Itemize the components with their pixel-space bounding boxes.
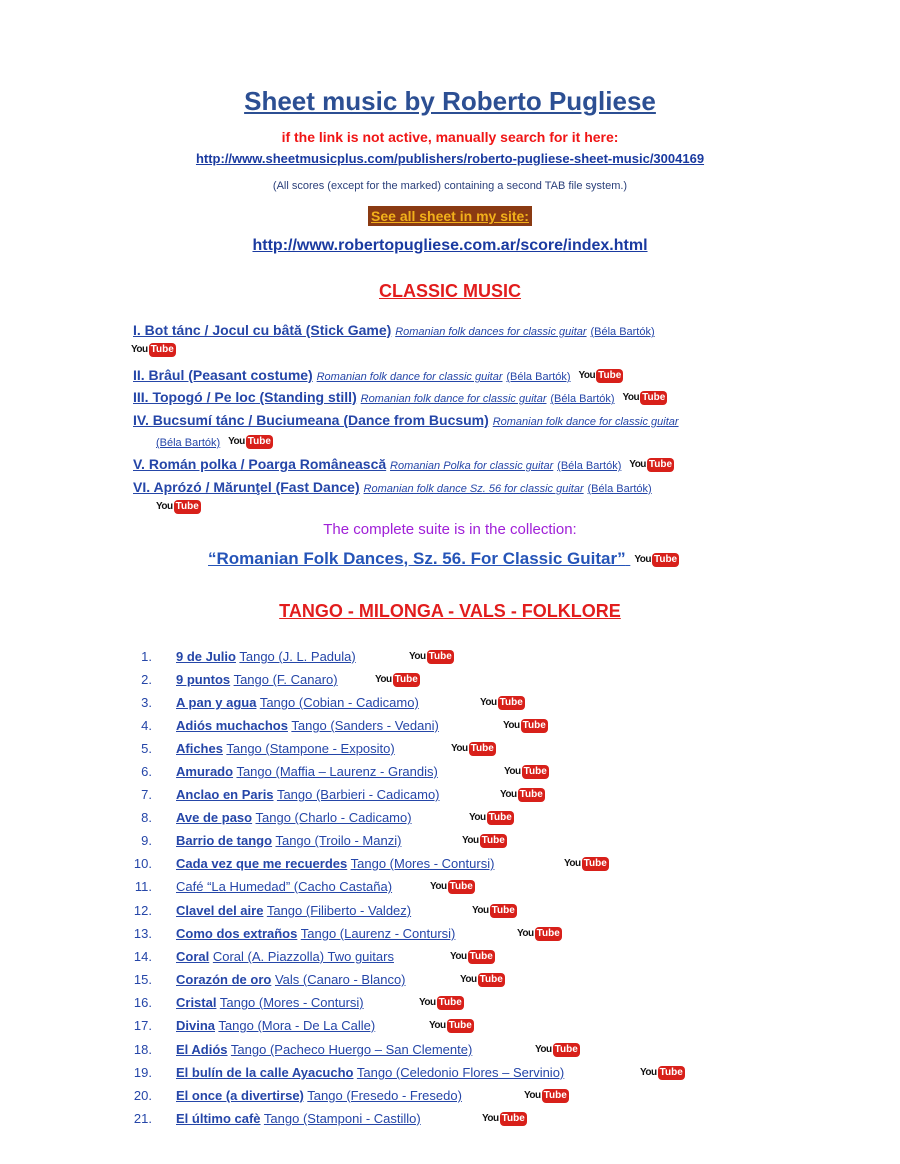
classic-item-title[interactable]: I. Bot tánc / Jocul cu bâtă (Stick Game) [133, 322, 392, 338]
classic-item-desc[interactable]: Romanian folk dances for classic guitar [395, 326, 587, 338]
youtube-icon[interactable]: You Tube [462, 835, 505, 846]
youtube-icon[interactable]: You Tube [429, 1020, 472, 1031]
classic-item[interactable] [133, 321, 655, 341]
link-note: if the link is not active, manually search for it here: [281, 129, 619, 145]
list-number: 9. [141, 833, 152, 848]
song-title[interactable]: Adiós muchachos [176, 718, 288, 733]
list-number: 18. [133, 1042, 152, 1057]
song-desc[interactable]: Tango (Mores - Contursi) [219, 995, 364, 1010]
youtube-icon[interactable]: You Tube [564, 858, 607, 869]
list-number: 1. [141, 649, 152, 664]
list-number: 5. [141, 741, 152, 756]
list-number: 20. [133, 1088, 152, 1103]
song-desc[interactable]: Tango (Fresedo - Fresedo) [307, 1088, 462, 1103]
youtube-icon[interactable]: You Tube [480, 697, 523, 708]
youtube-icon[interactable]: You Tube [640, 1067, 683, 1078]
site-score-link[interactable]: http://www.robertopugliese.com.ar/score/index.html [252, 237, 648, 254]
song-desc[interactable]: Tango (Filiberto - Valdez) [266, 903, 412, 918]
classic-item-title[interactable]: V. Román polka / Poarga Românească [133, 456, 387, 472]
classic-item[interactable] [133, 366, 623, 386]
song-desc[interactable]: Café “La Humedad” (Cacho Castaña) [176, 879, 393, 894]
list-number: 7. [141, 787, 152, 802]
list-number: 21. [133, 1111, 152, 1126]
song-desc[interactable]: Tango (Pacheco Huergo – San Clemente) [230, 1042, 473, 1057]
youtube-icon[interactable]: You Tube [634, 553, 678, 565]
song-title[interactable]: 9 de Julio [176, 649, 236, 664]
see-all-link[interactable]: See all sheet in my site: [368, 206, 532, 226]
classic-item-credit[interactable]: (Béla Bartók) [550, 393, 615, 405]
song-title[interactable]: Clavel del aire [176, 903, 264, 918]
song-desc[interactable]: Vals (Canaro - Blanco) [274, 972, 406, 987]
song-desc[interactable]: Tango (Stampone - Exposito) [226, 741, 395, 756]
song-title[interactable]: Divina [176, 1018, 216, 1033]
song-desc[interactable]: Coral (A. Piazzolla) Two guitars [212, 949, 394, 964]
song-desc[interactable]: Tango (Troilo - Manzi) [275, 833, 402, 848]
song-title[interactable]: Anclao en Paris [176, 787, 274, 802]
list-number: 17. [133, 1018, 152, 1033]
youtube-icon[interactable]: You Tube [450, 951, 493, 962]
list-number: 10. [133, 856, 152, 871]
scores-note: (All scores (except for the marked) containing a second TAB file system.) [272, 180, 628, 192]
song-title[interactable]: Corazón de oro [176, 972, 272, 987]
list-number: 8. [141, 810, 152, 825]
sheetmusicplus-link[interactable]: http://www.sheetmusicplus.com/publishers/roberto-pugliese-sheet-music/3004169 [195, 151, 705, 166]
song-title[interactable]: Amurado [176, 764, 234, 779]
classic-item[interactable] [133, 478, 652, 498]
youtube-icon[interactable]: You Tube [460, 974, 503, 985]
suite-title[interactable]: “Romanian Folk Dances, Sz. 56. For Classic Guitar” [208, 549, 626, 568]
list-number: 3. [141, 695, 152, 710]
classic-item-credit[interactable]: (Béla Bartók) [156, 437, 221, 449]
song-title[interactable]: 9 puntos [176, 672, 231, 687]
song-desc[interactable]: Tango (Stamponi - Castillo) [263, 1111, 421, 1126]
classic-item[interactable] [133, 411, 679, 431]
list-number: 2. [141, 672, 152, 687]
song-desc[interactable]: Tango (Maffia – Laurenz - Grandis) [236, 764, 438, 779]
youtube-icon[interactable]: You Tube [535, 1044, 578, 1055]
song-title[interactable]: Ave de paso [176, 810, 253, 825]
suite-collection-link[interactable] [208, 548, 679, 570]
youtube-icon[interactable]: You Tube [430, 881, 473, 892]
song-desc[interactable]: Tango (Charlo - Cadicamo) [255, 810, 412, 825]
classic-item-credit[interactable]: (Béla Bartók) [506, 371, 571, 383]
page-title: Sheet music by Roberto Pugliese [244, 86, 656, 116]
song-title[interactable]: El once (a divertirse) [176, 1088, 304, 1103]
song-title[interactable]: Cristal [176, 995, 217, 1010]
youtube-icon[interactable]: You Tube [578, 370, 622, 382]
classic-item-credit[interactable]: (Béla Bartók) [590, 326, 655, 338]
classic-item-title[interactable]: VI. Aprózó / Mărunţel (Fast Dance) [133, 479, 360, 495]
song-desc[interactable]: Tango (Mores - Contursi) [350, 856, 495, 871]
youtube-icon[interactable]: You Tube [469, 812, 512, 823]
classic-item-desc[interactable]: Romanian Polka for classic guitar [390, 460, 554, 472]
song-title[interactable]: A pan y agua [176, 695, 257, 710]
youtube-icon[interactable]: You Tube [622, 392, 666, 404]
classic-item-continued[interactable] [156, 432, 273, 452]
youtube-icon[interactable]: You Tube [524, 1090, 567, 1101]
youtube-icon[interactable]: You Tube [482, 1113, 525, 1124]
classic-item-title[interactable]: II. Brâul (Peasant costume) [133, 367, 313, 383]
youtube-icon[interactable]: You Tube [504, 766, 547, 777]
song-desc[interactable]: Tango (Barbieri - Cadicamo) [276, 787, 440, 802]
youtube-icon[interactable]: You Tube [419, 997, 462, 1008]
classic-item[interactable] [133, 388, 667, 408]
song-desc[interactable]: Tango (F. Canaro) [233, 672, 338, 687]
song-desc[interactable]: Tango (Mora - De La Calle) [218, 1018, 376, 1033]
suite-note: The complete suite is in the collection: [323, 521, 577, 538]
youtube-icon[interactable]: You Tube [451, 743, 494, 754]
song-title[interactable]: El bulín de la calle Ayacucho [176, 1065, 354, 1080]
classic-item-desc[interactable]: Romanian folk dance for classic guitar [316, 371, 503, 383]
list-number: 6. [141, 764, 152, 779]
song-desc[interactable]: Tango (Sanders - Vedani) [291, 718, 439, 733]
list-number: 19. [133, 1065, 152, 1080]
tango-heading: TANGO - MILONGA - VALS - FOLKLORE [279, 601, 621, 621]
classic-item-credit[interactable]: (Béla Bartók) [587, 483, 652, 495]
song-desc[interactable]: Tango (Laurenz - Contursi) [300, 926, 456, 941]
youtube-icon[interactable]: You Tube [228, 436, 271, 448]
song-desc[interactable]: Tango (J. L. Padula) [239, 649, 356, 664]
list-number: 14. [133, 949, 152, 964]
youtube-icon[interactable]: You Tube [629, 459, 673, 471]
youtube-icon[interactable]: You Tube [156, 500, 199, 513]
classic-item-title[interactable]: IV. Bucsumí tánc / Buciumeana (Dance from Bucsum) [133, 412, 489, 428]
list-number: 16. [133, 995, 152, 1010]
list-number: 4. [141, 718, 152, 733]
list-number: 13. [133, 926, 152, 941]
list-number: 12. [133, 903, 152, 918]
song-title[interactable]: Afiches [176, 741, 223, 756]
classic-item-title[interactable]: III. Topogó / Pe loc (Standing still) [133, 389, 357, 405]
song-desc[interactable]: Tango (Celedonio Flores – Servinio) [356, 1065, 565, 1080]
song-desc[interactable]: Tango (Cobian - Cadicamo) [259, 695, 419, 710]
youtube-icon[interactable]: You Tube [500, 789, 543, 800]
youtube-icon[interactable]: You Tube [472, 905, 515, 916]
song-title[interactable]: Como dos extraños [176, 926, 298, 941]
song-title[interactable]: Barrio de tango [176, 833, 273, 848]
youtube-icon[interactable]: You Tube [517, 928, 560, 939]
youtube-icon[interactable]: You Tube [131, 343, 174, 356]
classic-item-desc[interactable]: Romanian folk dance for classic guitar [492, 416, 679, 428]
classic-item-credit[interactable]: (Béla Bartók) [557, 460, 622, 472]
song-title[interactable]: Coral [176, 949, 210, 964]
youtube-icon[interactable]: You Tube [503, 720, 546, 731]
list-number: 11. [134, 879, 152, 894]
youtube-icon[interactable]: You Tube [409, 651, 452, 662]
song-title[interactable]: El último cafè [176, 1111, 261, 1126]
classic-music-heading: CLASSIC MUSIC [378, 281, 521, 301]
song-title[interactable]: Cada vez que me recuerdes [176, 856, 348, 871]
classic-item-desc[interactable]: Romanian folk dance for classic guitar [360, 393, 547, 405]
song-title[interactable]: El Adiós [176, 1042, 228, 1057]
classic-item[interactable] [133, 455, 674, 475]
youtube-icon[interactable]: You Tube [375, 674, 418, 685]
list-number: 15. [133, 972, 152, 987]
classic-item-desc[interactable]: Romanian folk dance Sz. 56 for classic guitar [363, 483, 584, 495]
see-all-wrapper [0, 206, 900, 226]
